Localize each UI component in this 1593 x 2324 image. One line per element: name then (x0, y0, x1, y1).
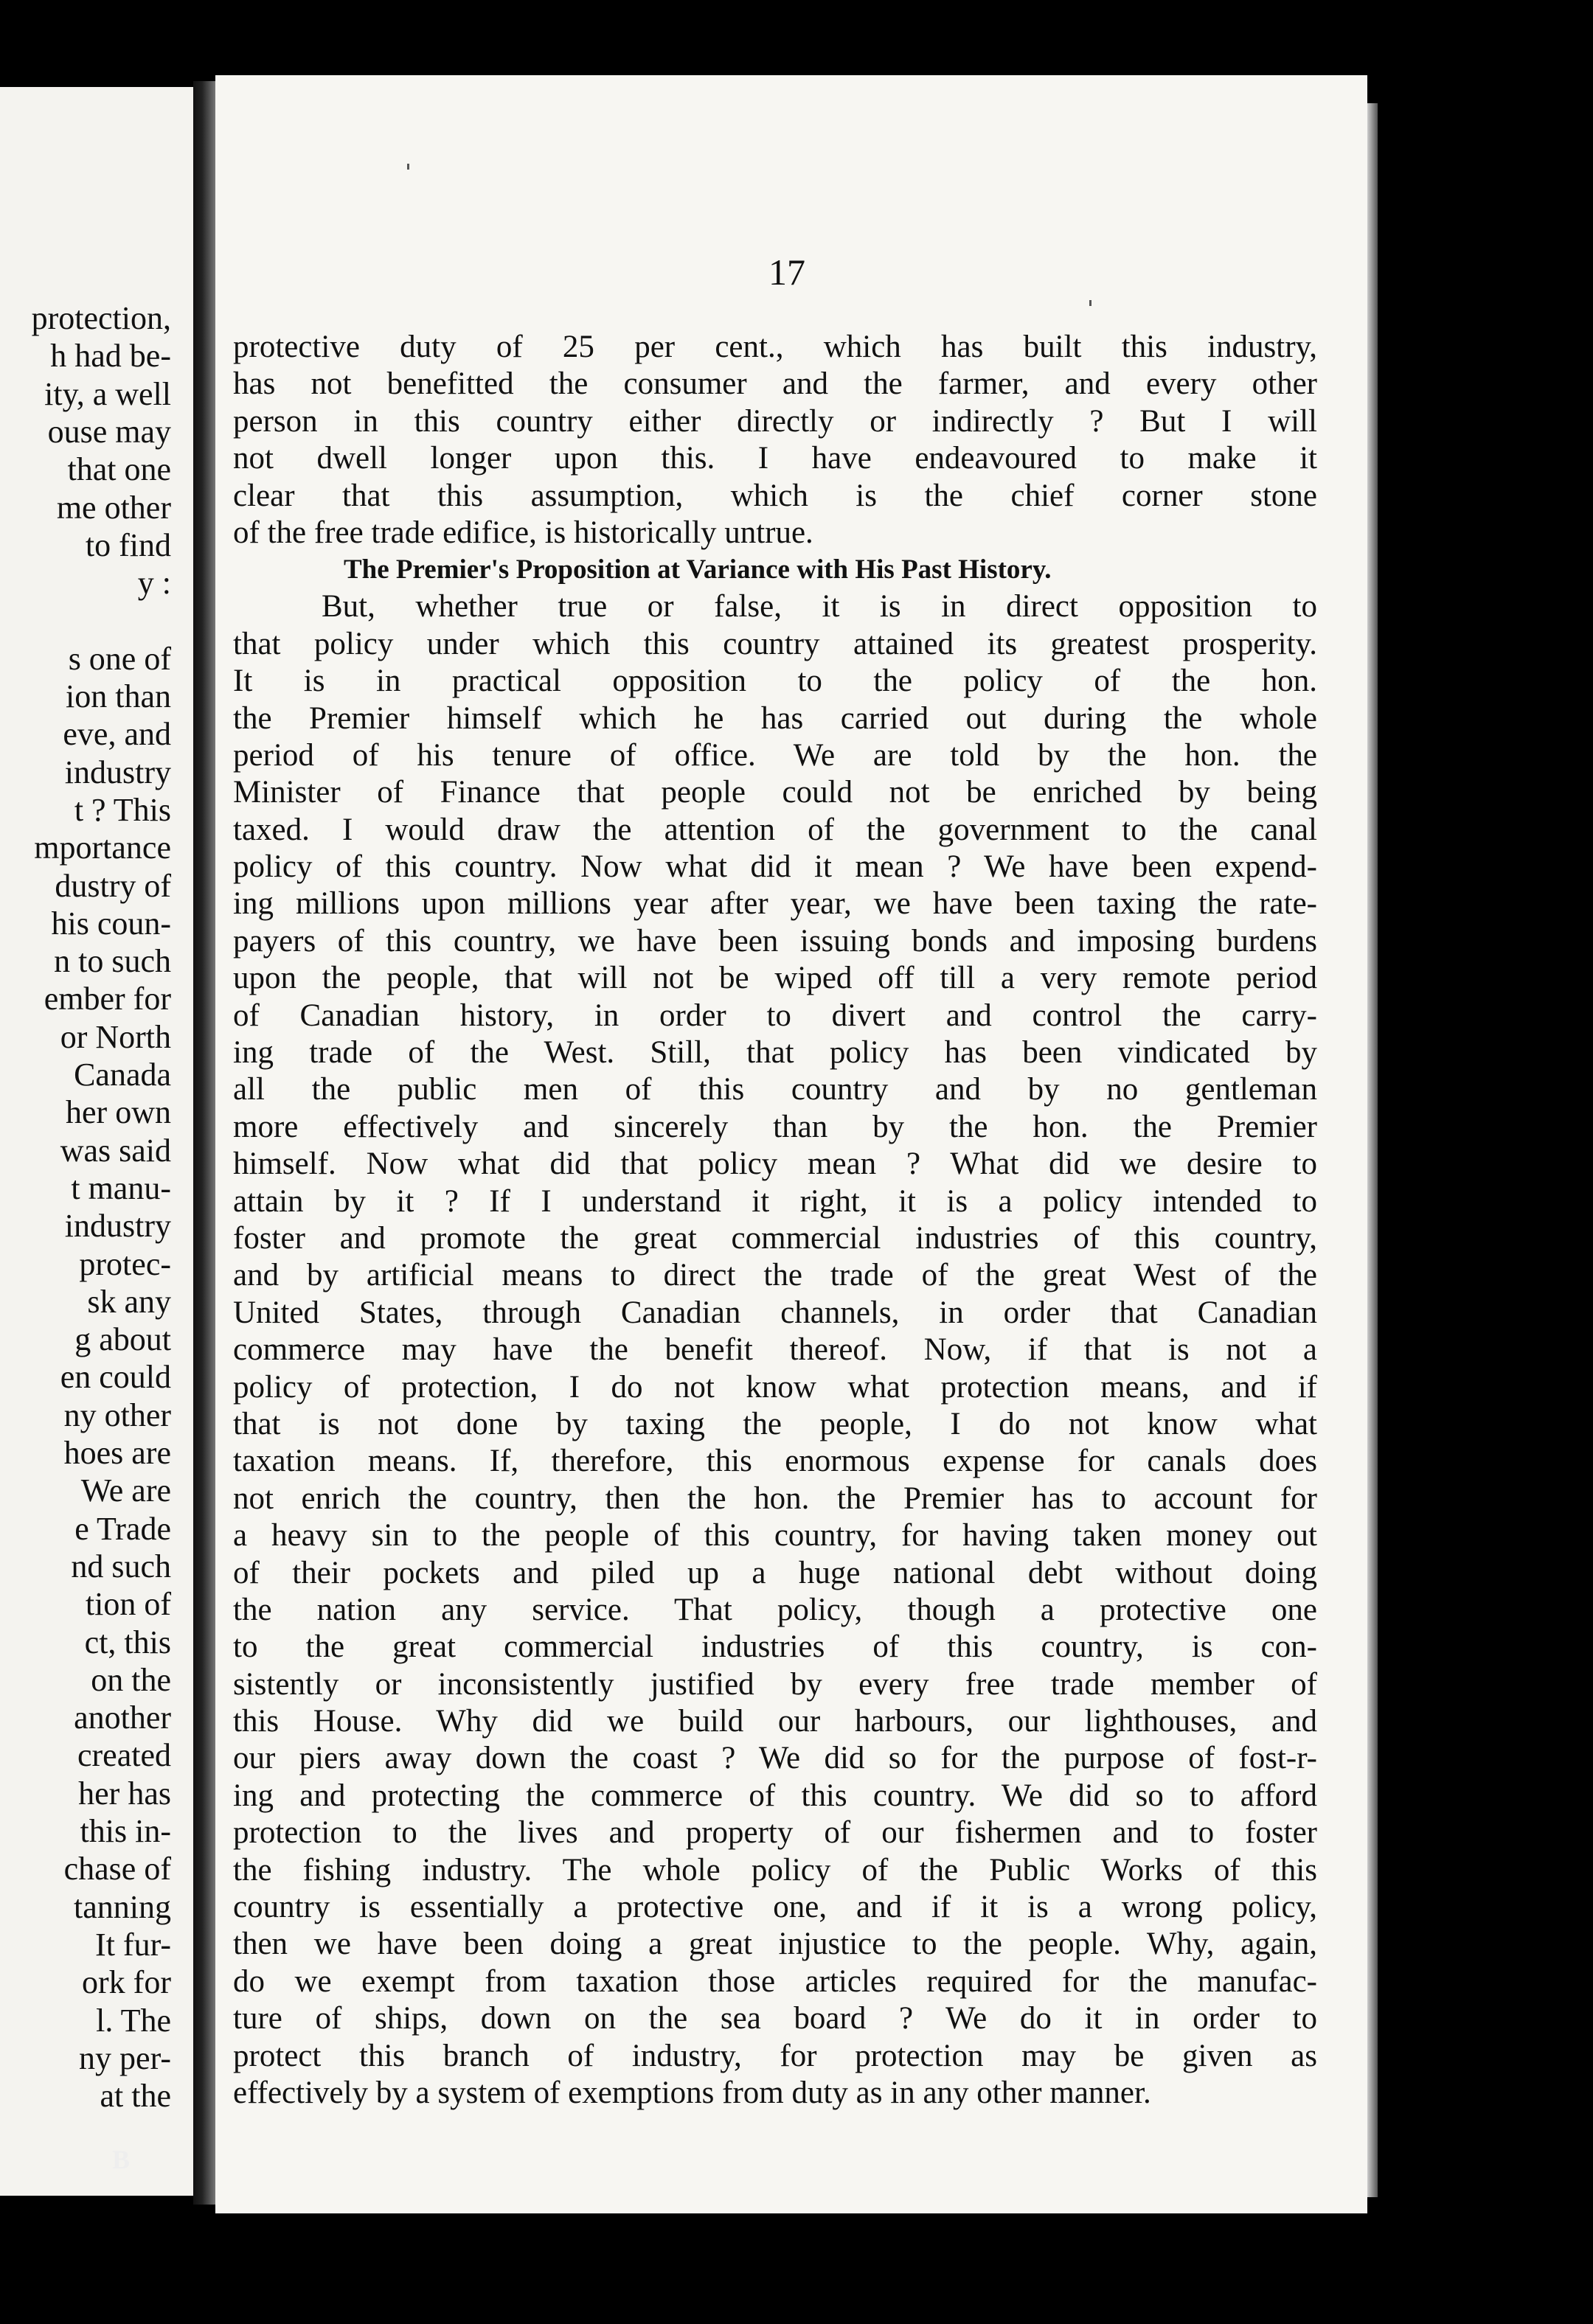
text-line: attain by it ? If I understand it right, it is a policy intended to (233, 1183, 1317, 1219)
text-line: taxed. I would draw the attention of the government to the canal (233, 812, 1317, 847)
left-page-line: industry (64, 754, 171, 790)
left-page-line: chase of (63, 1851, 171, 1888)
text-line: United States, through Canadian channels, in order that Canadian (233, 1295, 1317, 1330)
book-gutter (193, 81, 215, 2205)
text-line: and by artificial means to direct the trade of the great West of the (233, 1258, 1317, 1293)
text-line: upon the people, that will not be wiped off till a very remote period (233, 961, 1317, 996)
left-page-line: his coun- (51, 905, 171, 942)
text-line: the Premier himself which he has carried out during the whole (233, 700, 1317, 736)
left-page-line: her has (78, 1775, 171, 1812)
left-page-line: ouse may (47, 413, 171, 450)
left-page-line: ion than (66, 678, 171, 714)
left-page-line: this in- (80, 1813, 171, 1849)
left-page-line: e Trade (74, 1510, 171, 1547)
left-page-line: ct, this (84, 1624, 171, 1660)
section-heading: The Premier's Proposition at Variance with His Past History. (344, 554, 1052, 585)
left-page-line: on the (91, 1661, 171, 1698)
text-line: of the free trade edifice, is historically untrue. (233, 515, 813, 550)
text-line: country is essentially a protective one, and if it is a wrong policy, (233, 1890, 1317, 1925)
left-page-line: We are (80, 1472, 171, 1509)
left-page-line: y : (137, 565, 171, 602)
left-page-line: n to such (54, 943, 171, 980)
text-line: a heavy sin to the people of this country, for having taken money out (233, 1518, 1317, 1554)
text-line: ing millions upon millions year after year, we have been taxing the rate- (233, 886, 1317, 922)
text-line: period of his tenure of office. We are told by the hon. the (233, 737, 1317, 773)
text-line: that policy under which this country attained its greatest prosperity. (233, 626, 1317, 661)
scan-speck (1089, 300, 1092, 306)
left-page-line: ity, a well (44, 375, 171, 412)
left-page-line: another (74, 1699, 171, 1736)
text-line: person in this country either directly or indirectly ? But I will (233, 403, 1317, 439)
text-line: policy of protection, I do not know what protection means, and if (233, 1369, 1317, 1405)
text-line: not dwell longer upon this. I have endeavoured to make it (233, 441, 1317, 476)
signature-mark: B (112, 2145, 131, 2174)
left-page-line: t manu- (71, 1169, 171, 1206)
left-page-line: industry (64, 1208, 171, 1245)
text-line: not enrich the country, then the hon. the Premier has to account for (233, 1481, 1317, 1516)
text-line: the nation any service. That policy, though a protective one (233, 1592, 1317, 1627)
text-line: our piers away down the coast ? We did so for the purpose of fost-r- (233, 1741, 1317, 1776)
left-page-line: protec- (79, 1245, 171, 1282)
text-line: Minister of Finance that people could not be enriched by being (233, 775, 1317, 810)
text-line: policy of this country. Now what did it mean ? We have been expend- (233, 849, 1317, 885)
left-page-line: dustry of (55, 867, 171, 904)
left-page-line: Canada (74, 1057, 171, 1093)
left-page-line: nd such (71, 1548, 171, 1584)
text-line: But, whether true or false, it is in direct opposition to (322, 589, 1317, 625)
left-page-line: tanning (74, 1888, 171, 1925)
left-page-line: at the (100, 2078, 171, 2115)
document-page (215, 75, 1367, 2213)
left-page-line: ember for (44, 981, 171, 1017)
text-line: then we have been doing a great injustice to the people. Why, again, (233, 1927, 1317, 1962)
left-page-line: or North (60, 1018, 171, 1055)
left-page-line: was said (60, 1132, 171, 1169)
text-line: It is in practical opposition to the policy of the hon. (233, 664, 1317, 699)
text-line: protective duty of 25 per cent., which has built this industry, (233, 330, 1317, 364)
text-line: more effectively and sincerely than by the hon. the Premier (233, 1109, 1317, 1144)
left-page-line: that one (67, 451, 171, 488)
left-page-line: mportance (34, 829, 171, 866)
left-page-line: protection, (31, 300, 171, 336)
previous-page-fragment (0, 87, 193, 2196)
left-page-line: eve, and (63, 716, 171, 753)
left-page-line: ork for (82, 1964, 171, 2001)
text-line: to the great commercial industries of this country, is con- (233, 1629, 1317, 1665)
text-line: all the public men of this country and by no gentleman (233, 1072, 1317, 1107)
left-page-line: g about (74, 1321, 171, 1358)
left-page-line: her own (66, 1094, 171, 1131)
left-page-line: tion of (85, 1586, 171, 1623)
text-line: foster and promote the great commercial industries of this country, (233, 1220, 1317, 1256)
left-page-line: s one of (68, 640, 171, 677)
text-line: ing and protecting the commerce of this country. We did so to afford (233, 1778, 1317, 1813)
text-line: payers of this country, we have been issuing bonds and imposing burdens (233, 923, 1317, 959)
left-page-line: l. The (96, 2002, 171, 2039)
left-page-line: ny other (63, 1396, 171, 1433)
text-line: protection to the lives and property of our fishermen and to foster (233, 1815, 1317, 1851)
body-text (233, 329, 1317, 2112)
left-page-line: hoes are (63, 1435, 171, 1471)
text-line: the fishing industry. The whole policy of the Public Works of this (233, 1852, 1317, 1888)
left-page-line: to find (85, 526, 171, 563)
text-line: this House. Why did we build our harbours, our lighthouses, and (233, 1704, 1317, 1739)
left-page-line: created (77, 1737, 171, 1774)
left-page-line: ny per- (79, 2039, 171, 2076)
left-page-line: It fur- (95, 1926, 171, 1963)
text-line: do we exempt from taxation those articles required for the manufac- (233, 1963, 1317, 1999)
text-line: that is not done by taxing the people, I do not know what (233, 1406, 1317, 1441)
page-number: 17 (768, 251, 805, 293)
text-line: has not benefitted the consumer and the farmer, and every other (233, 366, 1317, 402)
left-page-line: me other (56, 489, 171, 526)
page-edge (1367, 103, 1378, 2197)
scan-speck (407, 164, 409, 170)
text-line: of Canadian history, in order to divert and control the carry- (233, 998, 1317, 1033)
left-page-line: en could (60, 1359, 171, 1396)
text-line: ture of ships, down on the sea board ? We do it in order to (233, 2001, 1317, 2036)
text-line: commerce may have the benefit thereof. Now, if that is not a (233, 1332, 1317, 1368)
text-line: of their pockets and piled up a huge national debt without doing (233, 1555, 1317, 1590)
left-page-line: sk any (87, 1283, 171, 1320)
text-line: taxation means. If, therefore, this enormous expense for canals does (233, 1444, 1317, 1479)
text-line: ing trade of the West. Still, that policy has been vindicated by (233, 1035, 1317, 1071)
left-page-line: t ? This (74, 791, 171, 828)
text-line: effectively by a system of exemptions from duty as in any other manner. (233, 2075, 1151, 2110)
text-line: himself. Now what did that policy mean ? What did we desire to (233, 1147, 1317, 1182)
text-line: protect this branch of industry, for protection may be given as (233, 2038, 1317, 2073)
text-line: sistently or inconsistently justified by every free trade member of (233, 1666, 1317, 1702)
left-page-line: h had be- (50, 338, 171, 375)
text-line: clear that this assumption, which is the chief corner stone (233, 478, 1317, 513)
